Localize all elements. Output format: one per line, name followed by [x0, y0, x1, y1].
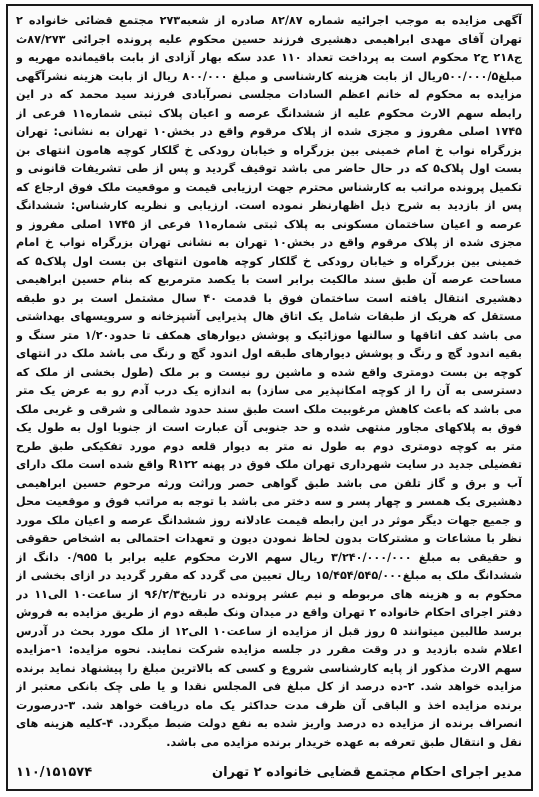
- notice-code: ۱۱۰/۱۵۱۵۷۴: [16, 765, 93, 780]
- notice-body-text: آگهی مزایده به موجب اجرائیه شماره ۸۲/۸۷ صادره از شعبه۲۷۳ مجتمع قضائی خانواده ۲ تهران آقای مهدی ابراهیمی دهشیری فرزند حسین محکوم علیه پرونده اجرائی ۸۷/۲۷۳ث ج۲۱۸ ح۲ محکوم است به پرداخت تعداد ۱۱۰ عدد سکه بهار آزادی از بابت باقیمانده مهریه و مبلغ۵۰۰/۰۰۰/۵ریال از بابت هزینه کارشناسی و مبلغ ۸۰۰/۰۰۰ ریال از بابت هزینه نشرآگهی مزایده به محکوم له خانم اعظم السادات مجلسی نصرآبادی فرزند سید محمد که در این رابطه سهم الارث محکوم علیه از ششدانگ عرصه و اعیان پلاک ثبتی شماره۱۱ فرعی از ۱۷۴۵ اصلی مفروز و مجزی شده از پلاک مرقوم واقع در بخش۱۰ تهران به نشانی: تهران بزرگراه نواب خ امام خمینی بین بزرگراه و خیابان رودکی خ گلکار کوچه هامون انتهای بن بست اول پلاک۵ که در حال حاضر می باشد توقیف گردید و پس از طی تشریفات قانونی و تکمیل پرونده مراتب به کارشناس محترم جهت ارزیابی قیمت و موقعیت ملک فوق ارجاع که پس از بازدید به شرح ذیل اظهارنظر نموده است. ارزیابی و نظریه کارشناس: ششدانگ عرصه و اعیان ساختمان مسکونی به پلاک ثبتی شماره۱۱ فرعی از ۱۷۴۵ اصلی مفروز و مجزی شده از پلاک مرقوم واقع در بخش۱۰ تهران به نشانی تهران بزرگراه نواب خ امام خمینی بین بزرگراه و خیابان رودکی خ گلکار کوچه هامون انتهای بن بست اول پلاک۵ که مساحت عرصه آن طبق سند مالکیت برابر است با یکصد مترمربع که بنام حسین ابراهیمی دهشیری انتقال یافته است ساختمان فوق با قدمت ۴۰ سال مشتمل است بر دو طبقه مستقل که هریک از طبقات شامل یک اتاق هال پذیرایی آشپزخانه و سرویسهای بهداشتی می باشد کف اتاقها و سالنها موزائیک و پوشش دیوارهای همکف تا حدود۱/۲۰ متر سنگ و بقیه اندود گچ و رنگ و پوشش دیوارهای طبقه اول اندود گچ و رنگ می باشد ملک در انتهای کوچه بن بست دومتری واقع شده و ماشین رو نیست و بر ملک (طول بخشی از ملک که دسترسی به آن را از کوچه امکانپذیر می سازد) به اندازه یک درب آدم رو به عرض یک متر می باشد که باعث کاهش مرغوبیت ملک است طبق سند حدود شمالی و شرقی و غربی ملک فوق به پلاکهای مجاور منتهی شده و حد جنوبی آن عبارت است از جنوبا اول به طول یک متر به کوچه دومتری دوم به طول نه متر به دیوار قلعه دوم مورد تفکیکی طبق طرح تفضیلی جدید در سایت شهرداری تهران ملک فوق در پهنه R۱۲۲ واقع شده است ملک دارای آب و برق و گاز تلفن می باشد طبق گواهی حصر وراثت ورثه مرحوم حسین ابراهیمی دهشیری یک همسر و چهار پسر و سه دختر می باشد با توجه به مراتب فوق و موقعیت محل و جمیع جهات دیگر موثر در این رابطه قیمت عادلانه روز ششدانگ عرصه و اعیان ملک مورد نظر با مشاعات و مشترکات بدون لحاظ نمودن دیون و تعهدات احتمالی به اشخاص حقوقی و حقیقی به مبلغ ۳/۲۴۰/۰۰۰/۰۰۰ ریال سهم الارث محکوم علیه برابر با ۰/۹۵۵ دانگ از ششدانگ ملک به مبلغ۱۵/۴۵۴/۵۴۵/۰۰۰ ریال تعیین می گردد که مقرر گردید در ازای بخشی از محکوم به و هزینه های مربوطه و نیم عشر پرونده در تاریخ۹۶/۲/۳ از ساعت۱۰ الی۱۱ در دفتر اجرای احکام خانواده ۲ تهران واقع در میدان ونک طبقه دوم از طریق مزایده به فروش برسد طالبین میتوانند ۵ روز قبل از مزایده از ساعت۱۰ الی۱۲ از ملک مورد بحث در آدرس اعلام شده بازدید و در وقت مقرر در جلسه مزایده شرکت نمایند. نحوه مزایده: ۱-مزایده سهم الارث مذکور از پایه کارشناسی شروع و کسی که بالاترین مبلغ را پیشنهاد نماید برنده مزایده خواهد شد. ۲-ده درصد از کل مبلغ فی المجلس نقدا و یا طی چک بانکی معتبر از برنده مزایده اخذ و الباقی آن ظرف مدت حداکثر یک ماه دریافت خواهد شد. ۳-درصورت انصراف برنده از مزایده ده درصد واریز شده به نفع دولت ضبط میگردد. ۴-کلیه هزینه های نقل و انتقال طبق تعرفه به عهده خریدار برنده مزایده می باشد.: [16, 14, 522, 749]
- signature-line: مدیر اجرای احکام مجتمع قضایی خانواده ۲ تهران: [212, 765, 522, 780]
- notice-footer: [16, 761, 522, 783]
- auction-notice: [6, 4, 533, 791]
